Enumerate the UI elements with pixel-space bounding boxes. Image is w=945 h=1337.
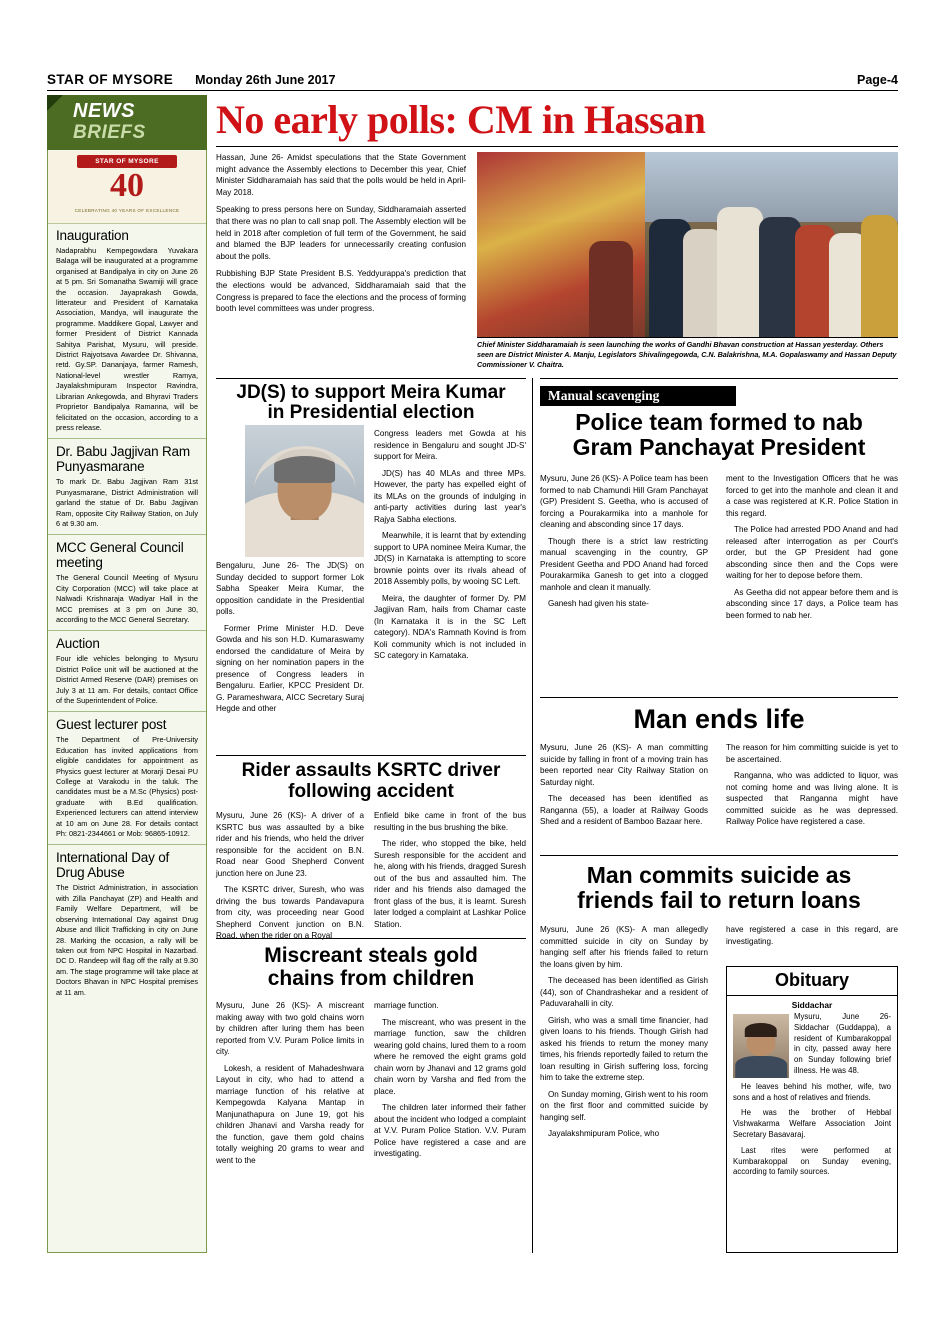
- paragraph: Jayalakshmipuram Police, who: [548, 1129, 660, 1138]
- paragraph: Congress leaders met Gowda at his residence in Bengaluru and sought JD-S' support for Meira.: [374, 429, 526, 461]
- issue-date: Monday 26th June 2017: [195, 73, 336, 87]
- brief-heading: Auction: [56, 636, 100, 652]
- paragraph: The rider, who stopped the bike, held Suresh responsible for the accident and he, along with his friends, dragged Suresh out of the bus and assaulted him. The rider and his friends also damaged the front glass of the bus, it is learnt. Suresh later lodged a complaint at Lashkar Police Station.: [374, 839, 526, 929]
- divider: [216, 755, 526, 756]
- paragraph: JD(S) has 40 MLAs and three MPs. However, the party has expelled eight of its MLAs on the grounds of indulging in anti-party activities during last year's Rajya Sabha elections.: [374, 468, 526, 524]
- column-rule: [532, 378, 533, 1253]
- news-brief-item: [48, 631, 206, 712]
- headline-line-2: friends fail to return loans: [577, 887, 861, 913]
- paragraph: Meira, the daughter of former Dy. PM Jagjivan Ram, hails from Chamar caste (In Karnataka it is in the SC Left category). NDA's Ramnath Kovind is from Koli community which is not included in SC category in Karnataka.: [374, 593, 526, 660]
- brief-text: Four idle vehicles belonging to Mysuru District Police unit will be auctioned at the District Armed Reserve (DAR) premises on July 3 at 11 am. For details, contact Office of the Superintendent of Police.: [56, 654, 198, 705]
- news-brief-item: [48, 439, 206, 535]
- photo-figure: [861, 215, 898, 337]
- divider: [540, 855, 898, 856]
- manual-scavenging-label: Manual scavenging: [540, 386, 736, 406]
- man-ends-life-headline: Man ends life: [633, 704, 805, 734]
- paragraph: Ganesh had given his state-: [548, 599, 649, 608]
- obituary-name: Siddachar: [791, 1000, 833, 1010]
- brief-text: To mark Dr. Babu Jagjivan Ram 31st Punyasmarane, District Administration will garland the statue of Dr. Babu Jagjivan Ram, opposite City Railway Station, on July 6 at 9.30 am.: [56, 477, 198, 528]
- paragraph: The KSRTC driver, Suresh, who was driving the bus towards Pandavapura from city, was proceeding near Good Shepherd Convent junction on B.N. Road, when the rider on a Royal: [216, 885, 364, 940]
- paragraph: The Police had arrested PDO Anand and had released after interrogation as per Court's order, but the GP President had gone absconding since then and the Cops were waiting for her to depose before them.: [726, 525, 898, 580]
- portrait-torso: [735, 1056, 787, 1078]
- paragraph: On Sunday morning, Girish went to his room on the first floor and committed suicide by hanging self.: [540, 1089, 708, 1122]
- photo-figure: [589, 241, 633, 337]
- paragraph: ment to the Investigation Officers that he was forced to get into the manhole and clean it and a case was registered at K.R. Police Station in this regard.: [726, 474, 898, 518]
- divider: [477, 337, 898, 338]
- obituary-portrait: [733, 1014, 789, 1078]
- headline-line-2: Gram Panchayat President: [572, 434, 866, 460]
- gold-chains-headline: [216, 944, 526, 990]
- gold-chains-column-1: [216, 1000, 364, 1171]
- headline-line-1: Rider assaults KSRTC driver: [241, 760, 501, 781]
- paragraph: The miscreant, who was present in the marriage function, saw the children wearing gold chains, lured them to a room where he removed the eight grams gold chain worn by Jhanavi and 12 grams gold chain worn by Varsha and fled from the place.: [374, 1017, 526, 1096]
- paragraph: have registered a case in this regard, are investigating.: [726, 925, 898, 946]
- paragraph: The reason for him committing suicide is yet to be ascertained.: [726, 743, 898, 764]
- ksrtc-headline: [216, 760, 526, 802]
- meira-kumar-photo: [245, 425, 364, 557]
- paragraph: Mysuru, June 26 (KS)- A miscreant making away with two gold chains worn by children after luring them has been reported from V.V. Puram Police limits in city.: [216, 1001, 364, 1056]
- paragraph: Though there is a strict law restricting manual scavenging in the country, GP President Geetha and PDO Anand had forced Pourakarmika Ganesh to get into a clogged manhole and clean it manually.: [540, 536, 708, 592]
- paragraph: Ranganna, who was addicted to liquor, was not coming home and was living alone. It is suspected that Ranganna might have committed suicide as he was depressed. Railway Police have registered a case.: [726, 771, 898, 826]
- ksrtc-column-1: [216, 810, 364, 947]
- suicide-loans-column-2: [726, 924, 898, 952]
- ksrtc-column-2: [374, 810, 526, 935]
- headline-line-1: Miscreant steals gold: [264, 944, 478, 967]
- paragraph: The deceased has been identified as Ranganna (55), a loader at Railway Goods Shed and a resident of Bamboo Bazaar here.: [540, 794, 708, 826]
- anniversary-logo: [48, 151, 206, 224]
- news-briefs-title-line2: BRIEFS: [73, 122, 146, 143]
- news-brief-item: [48, 535, 206, 631]
- brief-text: Nadaprabhu Kempegowdara Yuvakara Balaga will be inaugurated at a programme organised at Bandipalya in city on June 26 at 5 pm. Sri Somanatha Swamiji will grace the occasion. Jayaprakash Gowda, litterateur and President of Karnataka Association, Mandya, will inaugurate the programme. Maddikere Gopal, Lawyer and former President of District Kannada Sahitya Parishat, Mysuru, will preside. District Rajyotsava Awardee Dr. Shivanna, retd. Gy.SP. Dananjaya, farmer Ramesh, National-level wrestler Ramya, Jayalakshmipuram Inspector Ravindra, Librarian Ankegowda, and Bhyravi Traders Proprietor Bandipalya Ramanna, will be felicitated on the occasion, according to a press release.: [56, 246, 198, 432]
- brief-heading: MCC General Council meeting: [56, 540, 184, 571]
- paragraph: Hassan, June 26- Amidst speculations that the State Government might advance the Assembly elections to December this year, Chief Minister Siddharamaiah has said that the polls would be held in April-May 2018.: [216, 153, 466, 197]
- obituary-title: Obituary: [727, 967, 897, 996]
- lead-photo: [477, 152, 898, 337]
- brief-text: The District Administration, in association with Zilla Panchayat (ZP) and Health and Family Welfare Department, will be observing International Day against Drug Abuse and Illicit Trafficking in city on June 28. Marking the occasion, a rally will be taken out from NPC Hospital in Nazarbad. DC D. Randeep will flag off the rally at 9.30 am. The stage programme will take place at Doctors Bhavan in NPC Hospital premises at 11 am.: [56, 883, 198, 997]
- suicide-loans-headline: [540, 863, 898, 913]
- brief-text: The General Council Meeting of Mysuru City Corporation (MCC) will take place at Nalwadi Krishnaraja Wadiyar Hall in the MCC premises at 3 pm on June 30, according to the MCC General Secretary.: [56, 573, 198, 624]
- paragraph: Bengaluru, June 26- The JD(S) on Sunday decided to support former Lok Sabha Speaker Meira Kumar, the opposition candidate in the Presidential polls.: [216, 561, 364, 616]
- paragraph: He was the brother of Hebbal Vishwakarma Welfare Association Joint Secretary Basavaraj.: [733, 1108, 891, 1139]
- headline-line-1: Police team formed to nab: [575, 409, 863, 435]
- divider: [540, 378, 898, 379]
- headline-line-2: chains from children: [267, 967, 475, 990]
- masthead: [47, 72, 898, 91]
- paragraph: Mysuru, June 26 (KS)- A man committing suicide by falling in front of a moving train has been reported near City Railway Station on Saturday night.: [540, 743, 708, 787]
- paragraph: marriage function.: [374, 1001, 439, 1010]
- brief-heading: Dr. Babu Jagjivan Ram Punyasmarane: [56, 444, 190, 475]
- jds-column-2: [374, 428, 526, 667]
- paragraph: Girish, who was a small time financier, had given loans to his friends. Though Girish had asked his friends to return the money many times, his friends reportedly failed to return the loan resulting in Girish suffering loss, forcing him to take the extreme step.: [540, 1015, 708, 1082]
- lead-story-text: [216, 152, 466, 321]
- corner-triangle-icon: [47, 95, 63, 111]
- headline-line-1: JD(S) to support Meira Kumar: [236, 382, 506, 403]
- paragraph: Speaking to press persons here on Sunday, Siddharamaiah asserted that there was no plan to call snap poll. The Assembly election will be held in 2018 after completion of full term of the Government, he said and blamed the BJP leaders for unnecessarily creating confusion about the polls.: [216, 205, 466, 261]
- brief-heading: Guest lecturer post: [56, 717, 167, 733]
- logo-subtitle: CELEBRATING 40 YEARS OF EXCELLENCE: [74, 208, 180, 213]
- lead-photo-caption: Chief Minister Siddharamaiah is seen launching the works of Gandhi Bhavan construction at Hassan yesterday. Others seen are District Minister A. Manju, Legislators Shivalingegowda, C.N. Balakrishna, M.A. Gopalaswamy and Hassan Deputy Commissioner V. Chaitra.: [477, 340, 897, 369]
- suicide-loans-column-1: [540, 924, 708, 1145]
- news-briefs-title-line1: NEWS: [73, 100, 135, 122]
- logo-ribbon-text: STAR OF MYSORE: [77, 155, 177, 168]
- page-number: Page-4: [857, 73, 898, 87]
- jds-headline: [216, 383, 526, 423]
- divider: [216, 146, 898, 147]
- headline-line-2: in Presidential election: [267, 401, 475, 423]
- paragraph: As Geetha did not appear before them and is absconding since 17 days, a Police team has been formed to nab her.: [726, 587, 898, 620]
- brief-heading: International Day of Drug Abuse: [56, 850, 170, 881]
- paragraph: Enfield bike came in front of the bus resulting in the bus brushing the bike.: [374, 811, 526, 832]
- news-brief-item: [48, 223, 206, 439]
- brief-heading: Inauguration: [56, 228, 129, 243]
- paragraph: Former Prime Minister H.D. Deve Gowda and his son H.D. Kumaraswamy endorsed the candidature of Meira by signing on her nomination papers in the presence of Congress leaders in Bengaluru. Earlier, KPCC President Dr. G. Parameshwara, AICC Secretary Suraj Hegde and other: [216, 623, 364, 713]
- photo-figure: [717, 207, 763, 337]
- paragraph: Mysuru, June 26- Siddachar (Guddappa), a resident of Kumbarakoppal in city, passed away here on Sunday following brief illness. He was 48.: [794, 1012, 891, 1075]
- portrait-hair: [745, 1023, 777, 1037]
- obituary-box: [726, 966, 898, 1253]
- divider: [216, 378, 526, 379]
- news-briefs-list: [48, 223, 206, 1003]
- paragraph: Mysuru, June 26 (KS)- A Police team has been formed to nab Chamundi Hill Gram Panchayat (GP) President S. Geetha, who is accused of forcing a Pourakarmika into a manhole for cleaning and absconding since 17 days.: [540, 474, 708, 529]
- man-ends-life-column-1: [540, 742, 708, 833]
- paragraph: Mysuru, June 26 (KS)- A man allegedly committed suicide in city on Sunday by hanging self after his friends failed to return the loans given by him.: [540, 925, 708, 969]
- manual-scavenging-column-2: [726, 473, 898, 626]
- news-briefs-header: [47, 95, 207, 150]
- headline-line-1: Man commits suicide as: [586, 862, 852, 888]
- divider: [540, 697, 898, 698]
- headline-line-2: following accident: [288, 781, 454, 802]
- paragraph: He leaves behind his mother, wife, two sons and a host of relatives and friends.: [733, 1081, 891, 1102]
- manual-scavenging-column-1: [540, 473, 708, 615]
- paragraph: The children later informed their father about the incident who lodged a complaint at V.V. Puram Police Station. V.V. Puram Police have registered a case and are investigating.: [374, 1103, 526, 1158]
- paragraph: Last rites were performed at Kumbarakoppal on Sunday evening, according to family sources.: [733, 1145, 891, 1177]
- manual-scavenging-headline: [540, 410, 898, 460]
- photo-drape: [253, 446, 355, 535]
- lead-headline: No early polls: CM in Hassan: [216, 97, 706, 142]
- brief-text: The Department of Pre-University Education has invited applications from eligible candidates for appointment as Physics guest lecturer at Morarji Desai PU College at Varakodu in the taluk. The candidates must be a M.Sc (Physics) post-graduate with B.Ed qualification. Experienced lecturers can attend interview at 10 am on June 28. For details contact Ph: 0821-2344661 or Mob: 96865-10912.: [56, 735, 198, 839]
- paragraph: Lokesh, a resident of Mahadeshwara Layout in city, who had to attend a marriage function of his relative at Kempegowda Kalyana Mantap in Manjunathapura on June 19, got his children Jhanavi and Varsha ready for the function, gave them gold chains totally weighing 20 grams to wear and went to the: [216, 1063, 364, 1165]
- paragraph: Rubbishing BJP State President B.S. Yeddyurappa's prediction that the elections would be advanced, Siddharamaiah said that the Congress is prepared to face the elections and the process of forming booth level committees was under progress.: [216, 269, 466, 314]
- paper-name: STAR OF MYSORE: [47, 72, 174, 87]
- news-brief-item: [48, 712, 206, 845]
- news-brief-item: [48, 845, 206, 1002]
- jds-column-1: [216, 560, 364, 720]
- man-ends-life-column-2: [726, 742, 898, 833]
- paragraph: Mysuru, June 26 (KS)- A driver of a KSRTC bus was assaulted by a bike rider and his friends, who held the driver responsible for the accident on B.N. Road near Good Shepherd Convent junction here on June 23.: [216, 811, 364, 878]
- logo-number: 40: [110, 167, 144, 204]
- gold-chains-column-2: [374, 1000, 526, 1165]
- paragraph: Meanwhile, it is learnt that by extending support to UPA nominee Meira Kumar, the JD(S) in Karnataka is attempting to score brownie points over its rivals ahead of 2018 Assembly polls, by wooing SC Left.: [374, 531, 526, 586]
- paragraph: The deceased has been identified as Girish (44), son of Chandrashekar and a resident of Paduvarahalli in city.: [540, 976, 708, 1008]
